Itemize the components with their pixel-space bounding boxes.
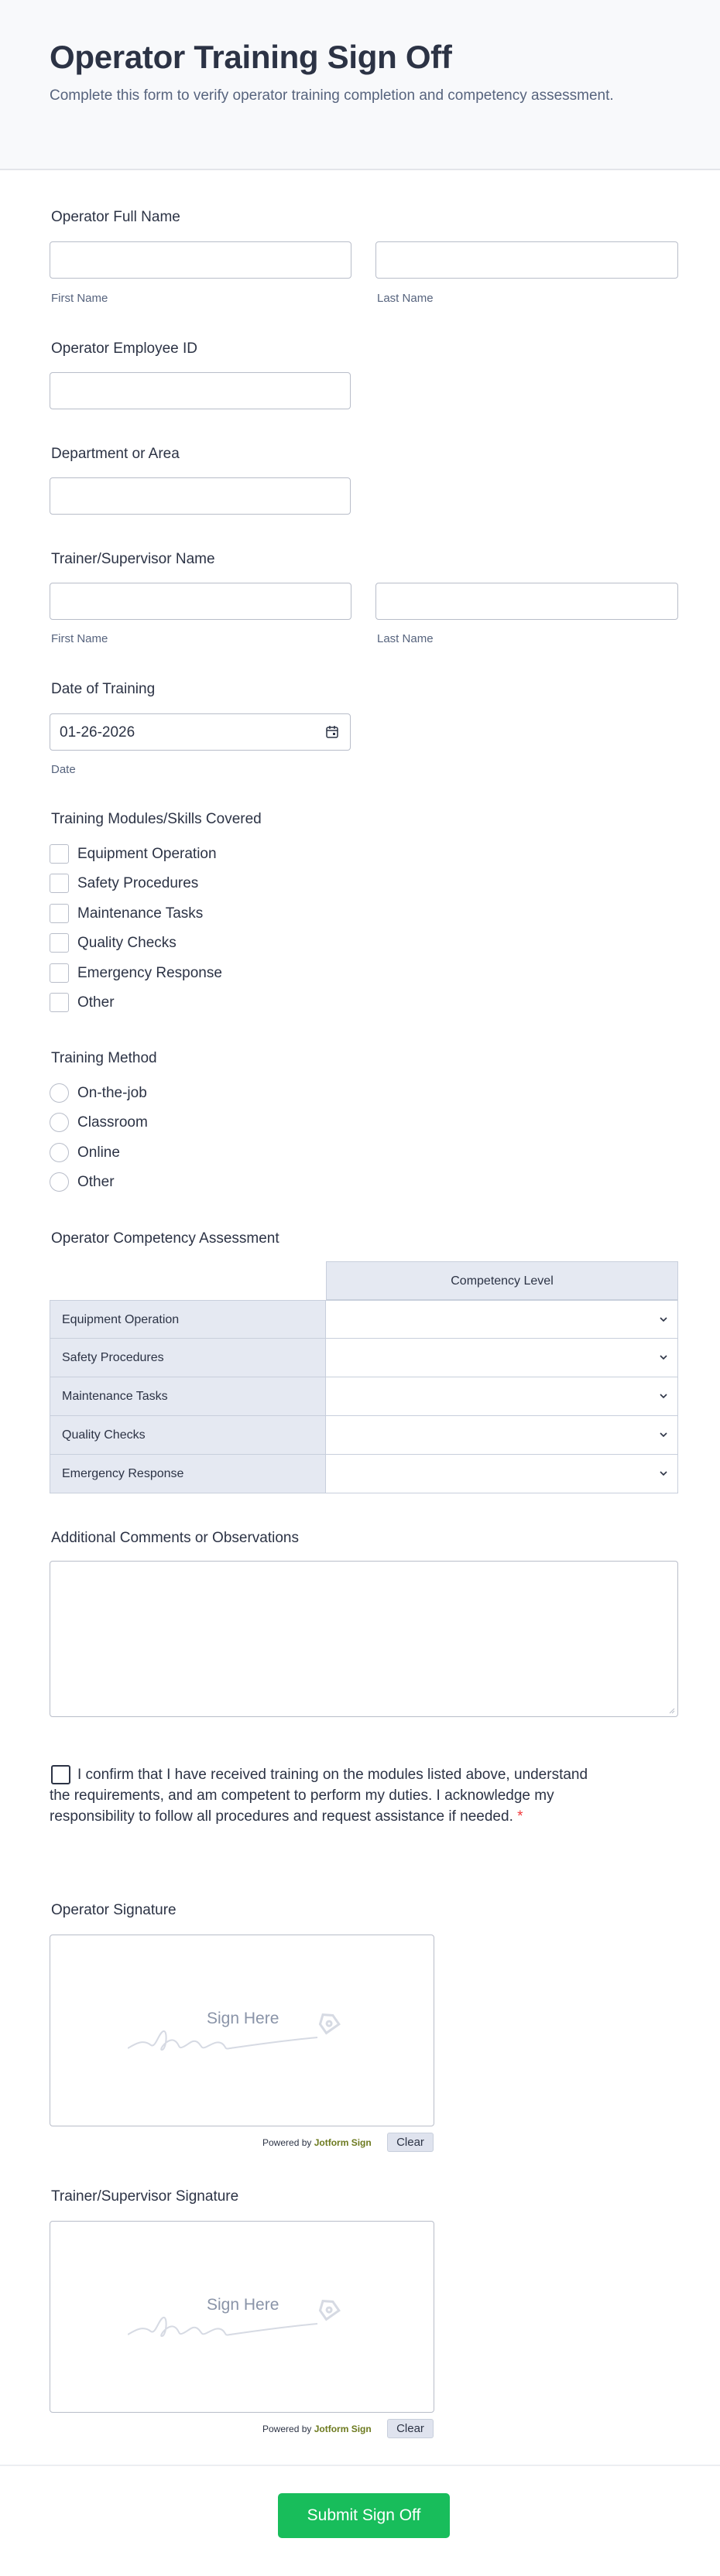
radio-button[interactable] [50, 1143, 69, 1162]
consent-statement: I confirm that I have received training on the modules listed above, understand the requirements, and am competent to perform my duties. I acknowledge my responsibility to follow all procedures and request assistance if needed. [50, 1767, 588, 1825]
operator-first-name-sublabel: First Name [51, 292, 108, 305]
chevron-down-icon [659, 1469, 668, 1478]
chevron-down-icon [659, 1353, 668, 1362]
form-subtitle: Complete this form to verify operator training completion and competency assessment. [50, 87, 614, 104]
operator-signature-clear-button[interactable]: Clear [387, 2133, 434, 2152]
trainer-name-label: Trainer/Supervisor Name [51, 551, 215, 567]
resize-handle-icon[interactable] [667, 1706, 675, 1714]
powered-brand: Jotform Sign [314, 2424, 372, 2434]
form-header [0, 0, 720, 170]
method-option-label: Online [77, 1144, 120, 1161]
trainer-last-name-sublabel: Last Name [377, 632, 434, 645]
checkbox[interactable] [50, 904, 69, 923]
operator-signature-pad[interactable] [50, 1935, 434, 2126]
signature-placeholder: Sign Here [207, 2010, 279, 2027]
checkbox[interactable] [50, 933, 69, 953]
module-option-label: Safety Procedures [77, 875, 199, 891]
powered-brand: Jotform Sign [314, 2137, 372, 2148]
competency-column-header: Competency Level [326, 1261, 678, 1300]
matrix-row-label: Safety Procedures [50, 1339, 326, 1377]
employee-id-input[interactable] [50, 372, 351, 409]
required-mark: * [517, 1808, 523, 1825]
signature-placeholder: Sign Here [207, 2296, 279, 2314]
competency-select-equipment-operation[interactable] [326, 1300, 678, 1339]
trainer-signature-clear-button[interactable]: Clear [387, 2419, 434, 2438]
module-option-label: Quality Checks [77, 935, 177, 951]
department-label: Department or Area [51, 446, 180, 462]
operator-last-name-sublabel: Last Name [377, 292, 434, 305]
competency-label: Operator Competency Assessment [51, 1230, 279, 1247]
matrix-row-label: Equipment Operation [50, 1300, 326, 1339]
operator-last-name-input[interactable] [375, 241, 678, 279]
trainer-first-name-input[interactable] [50, 583, 351, 620]
training-date-value: 01-26-2026 [60, 724, 135, 741]
module-option-label: Emergency Response [77, 965, 222, 981]
consent-text [50, 1764, 591, 1827]
competency-select-quality-checks[interactable] [326, 1416, 678, 1455]
chevron-down-icon [659, 1391, 668, 1401]
matrix-row-label: Quality Checks [50, 1416, 326, 1455]
competency-select-safety-procedures[interactable] [326, 1339, 678, 1377]
submit-button[interactable]: Submit Sign Off [278, 2493, 450, 2538]
trainer-last-name-input[interactable] [375, 583, 678, 620]
checkbox[interactable] [50, 844, 69, 864]
radio-button[interactable] [50, 1172, 69, 1192]
powered-prefix: Powered by [262, 2424, 312, 2434]
calendar-icon[interactable] [325, 725, 339, 739]
trainer-signature-label: Trainer/Supervisor Signature [51, 2188, 239, 2205]
radio-button[interactable] [50, 1083, 69, 1103]
comments-label: Additional Comments or Observations [51, 1530, 299, 1546]
footer-divider [0, 2465, 720, 2466]
method-option-label: Other [77, 1174, 115, 1190]
competency-select-maintenance-tasks[interactable] [326, 1377, 678, 1416]
employee-id-label: Operator Employee ID [51, 340, 198, 357]
department-input[interactable] [50, 477, 351, 515]
matrix-row-label: Maintenance Tasks [50, 1377, 326, 1416]
checkbox[interactable] [50, 874, 69, 893]
competency-select-emergency-response[interactable] [326, 1455, 678, 1493]
modules-label: Training Modules/Skills Covered [51, 811, 262, 827]
operator-name-label: Operator Full Name [51, 209, 180, 225]
checkbox[interactable] [50, 963, 69, 983]
trainer-first-name-sublabel: First Name [51, 632, 108, 645]
training-date-label: Date of Training [51, 681, 156, 697]
operator-signature-label: Operator Signature [51, 1902, 177, 1918]
powered-prefix: Powered by [262, 2137, 312, 2148]
chevron-down-icon [659, 1315, 668, 1324]
training-date-sublabel: Date [51, 763, 76, 776]
comments-textarea[interactable] [50, 1561, 678, 1717]
powered-by-text [262, 2137, 372, 2148]
powered-by-text [262, 2424, 372, 2434]
chevron-down-icon [659, 1430, 668, 1439]
module-option-label: Equipment Operation [77, 846, 217, 862]
module-option-label: Maintenance Tasks [77, 905, 204, 922]
training-date-input[interactable] [50, 713, 351, 751]
operator-first-name-input[interactable] [50, 241, 351, 279]
trainer-signature-pad[interactable] [50, 2221, 434, 2413]
method-label: Training Method [51, 1050, 157, 1066]
matrix-row-label: Emergency Response [50, 1455, 326, 1493]
checkbox[interactable] [50, 993, 69, 1012]
method-option-label: Classroom [77, 1114, 148, 1131]
form-title: Operator Training Sign Off [50, 39, 452, 75]
module-option-label: Other [77, 994, 115, 1011]
method-option-label: On-the-job [77, 1085, 147, 1101]
radio-button[interactable] [50, 1113, 69, 1132]
